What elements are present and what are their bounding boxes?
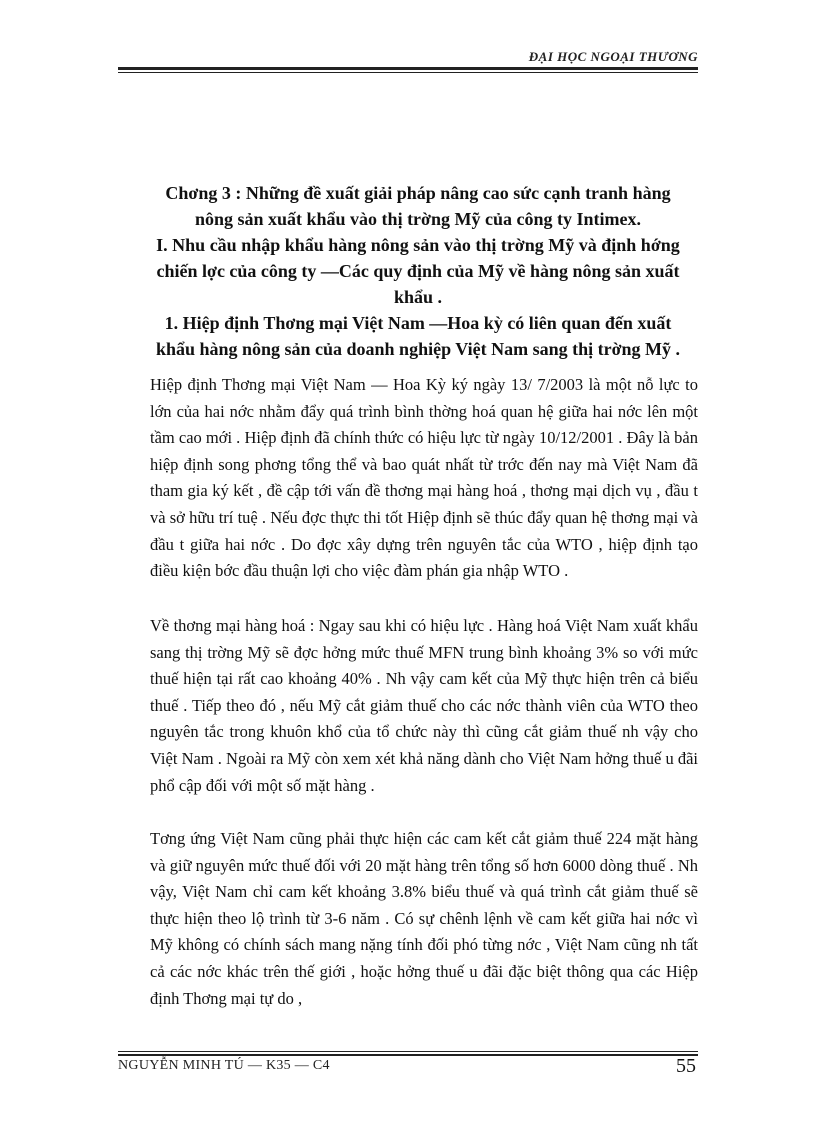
section-title-line-3: khẩu .	[393, 287, 443, 307]
paragraph-3-block	[150, 826, 698, 1012]
page-number: 55	[676, 1055, 696, 1077]
paragraph: Hiệp định Thơng mại Việt Nam — Hoa Kỳ ký ngày 13/ 7/2003 là một nỗ lực to lớn của hai nớc nhằm đẩy quá trình bình thờng hoá quan hệ giữa hai nớc lên một tầm cao mới . Hiệp định đã chính thức có hiệu lực từ ngày 10/12/2001 . Đây là bản hiệp định song phơng tổng thể và bao quát nhất từ trớc đến nay mà Việt Nam đã tham gia ký kết , đề cập tới vấn đề thơng mại hàng hoá , thơng mại dịch vụ , đầu t và sở hữu trí tuệ . Nếu đợc thực thi tốt Hiệp định sẽ thúc đẩy quan hệ thơng mại và đầu t giữa hai nớc . Do đợc xây dựng trên nguyên tắc của WTO , hiệp định tạo điều kiện bớc đầu thuận lợi cho việc đàm phán gia nhập WTO .	[150, 375, 698, 581]
footer-rule-thick	[118, 1054, 698, 1056]
section-headings	[118, 180, 718, 362]
footer-author: NGUYỄN MINH TÚ — K35 — C4	[118, 1058, 330, 1073]
header-rule	[118, 67, 698, 70]
paragraph-2-block	[150, 613, 698, 799]
subsection-title-line-1: 1. Hiệp định Thơng mại Việt Nam —Hoa kỳ có liên quan đến xuất	[164, 313, 672, 333]
running-header: ĐẠI HỌC NGOẠI THƯƠNG	[528, 49, 698, 64]
footer-rule	[118, 1051, 698, 1052]
paragraph: Về thơng mại hàng hoá : Ngay sau khi có hiệu lực . Hàng hoá Việt Nam xuất khẩu sang thị trờng Mỹ sẽ đợc hởng mức thuế MFN trung bình khoảng 3% so với mức thuế hiện tại rất cao khoảng 40% . Nh vậy cam kết của Mỹ thực hiện trên cả biểu thuế . Tiếp theo đó , nếu Mỹ cắt giảm thuế cho các nớc thành viên của WTO theo nguyên tắc trong khuôn khổ của tổ chức này thì cũng cắt giảm thuế nh vậy cho Việt Nam . Ngoài ra Mỹ còn xem xét khả năng dành cho Việt Nam hởng thuế u đãi phổ cập đối với một số mặt hàng .	[150, 616, 698, 795]
header-rule-thin	[118, 72, 698, 73]
chapter-title-line-1: Chơng 3 : Những đề xuất giải pháp nâng cao sức cạnh tranh hàng	[165, 183, 671, 203]
paragraph: Tơng ứng Việt Nam cũng phải thực hiện các cam kết cắt giảm thuế 224 mặt hàng và giữ nguyên mức thuế đối với 20 mặt hàng trên tổng số hơn 6000 dòng thuế . Nh vậy, Việt Nam chỉ cam kết khoảng 3.8% biểu thuế và quá trình cắt giảm thuế sẽ thực hiện theo lộ trình từ 3-6 năm . Có sự chênh lệnh về cam kết giữa hai nớc vì Mỹ không có chính sách mang nặng tính đối phó từng nớc , Việt Nam cũng nh tất cả các nớc khác trên thế giới , hoặc hởng thuế u đãi đặc biệt thông qua các Hiệp định Thơng mại tự do ,	[150, 829, 698, 1008]
section-title-line-1: I. Nhu cầu nhập khẩu hàng nông sản vào thị trờng Mỹ và định hớng	[156, 235, 680, 255]
paragraph-1-block	[150, 372, 698, 585]
subsection-title-line-2: khẩu hàng nông sản của doanh nghiệp Việt Nam sang thị trờng Mỹ .	[155, 339, 681, 359]
section-title-line-2: chiến lợc của công ty —Các quy định của Mỹ về hàng nông sản xuất	[156, 261, 680, 281]
chapter-title-line-2: nông sản xuất khẩu vào thị trờng Mỹ của công ty Intimex.	[194, 209, 642, 229]
